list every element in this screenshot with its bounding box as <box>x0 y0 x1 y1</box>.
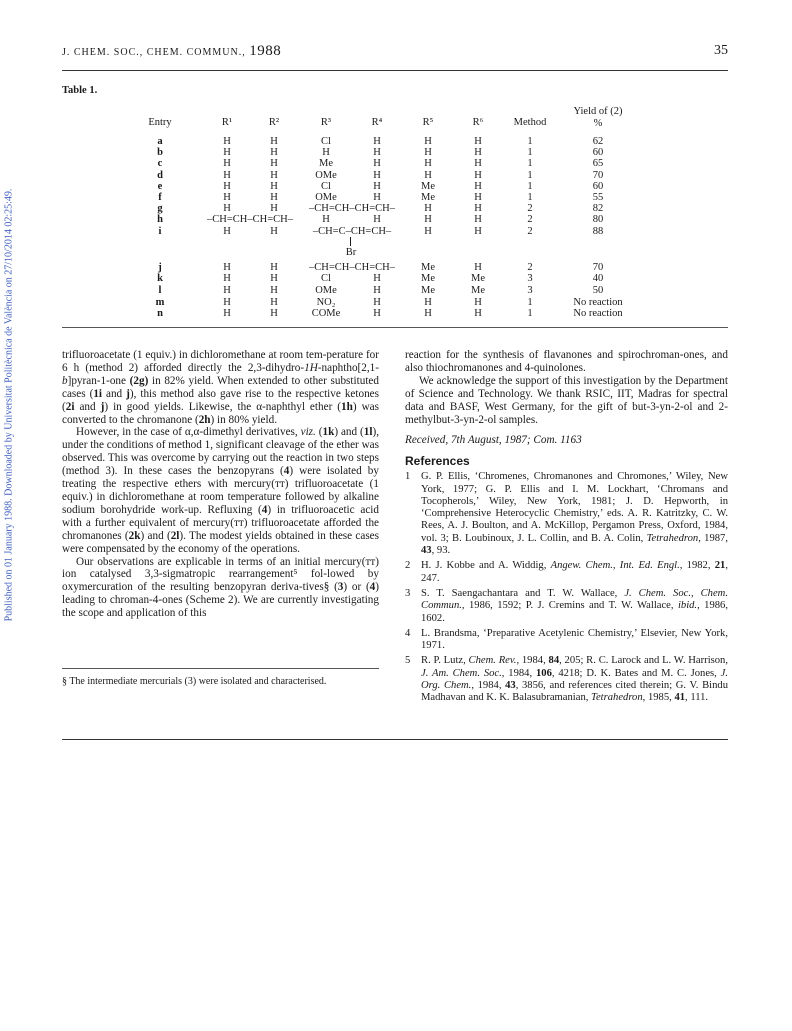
text-run: , 3856, and references cited therein; G. V. Bindu Madhavan and K. K. Balasubramanian, <box>421 680 728 704</box>
text-run: 4 <box>369 581 376 594</box>
footnote: § The intermediate mercurials (3) were isolated and characterised. <box>62 676 327 687</box>
cell-r1: H <box>223 262 231 273</box>
text-run: j <box>100 400 105 413</box>
footnote-rule <box>62 668 379 669</box>
cell-r3: OMe <box>315 170 337 181</box>
cell-r3: OMe <box>315 285 337 296</box>
text-run: Tetrahedron <box>646 532 699 544</box>
page-bottom-rule <box>62 739 728 740</box>
cell-r2: H <box>270 297 278 308</box>
paragraph-1 <box>62 349 379 426</box>
text-run: H. J. Kobbe and A. Widdig, <box>421 560 551 572</box>
cell-r5: H <box>424 170 432 181</box>
cell-entry: f <box>158 192 162 203</box>
cell-r3: H <box>322 214 330 225</box>
cell-r34: –CH=CH–CH=CH– <box>309 203 395 214</box>
cell-r12: –CH=CH–CH=CH– <box>207 214 293 225</box>
cell-r2: H <box>270 203 278 214</box>
cell-method: 3 <box>527 285 533 296</box>
text-run: -naphtho[2,1- <box>317 361 379 374</box>
cell-r1: H <box>223 147 231 158</box>
cell-yield: 70 <box>592 170 604 181</box>
cell-entry: e <box>157 181 163 192</box>
cell-r5: H <box>424 158 432 169</box>
cell-r5: H <box>424 226 432 237</box>
paragraph-3 <box>62 556 379 621</box>
text-run: , 247. <box>421 560 728 584</box>
cell-method: 1 <box>527 147 533 158</box>
text-run: , 1982, <box>679 560 715 572</box>
text-run: ) leading to chroman-4-ones (Scheme 2). We are currently investigating the scope and application of this <box>62 581 379 620</box>
text-run: ) in good yields. Likewise, the α-naphthyl ether ( <box>104 400 342 413</box>
cell-r4: H <box>373 308 381 319</box>
cell-r4: H <box>373 273 381 284</box>
cell-r4: H <box>373 147 381 158</box>
cell-r4: H <box>373 181 381 192</box>
text-run: viz. <box>300 426 316 439</box>
text-run: , 1985, <box>642 692 675 704</box>
cell-r3: NO₂ <box>316 297 336 308</box>
text-run: , 111. <box>685 692 709 704</box>
cell-method: 1 <box>527 192 533 203</box>
cell-r6: H <box>474 136 482 147</box>
cell-r1: H <box>223 308 231 319</box>
cell-r6: H <box>474 158 482 169</box>
reference-number: 3 <box>405 587 411 599</box>
cell-yield: 80 <box>592 214 604 225</box>
reference-item <box>405 655 728 704</box>
cell-method: 3 <box>527 273 533 284</box>
cell-yield: 50 <box>592 285 604 296</box>
substituent-table <box>0 0 792 340</box>
cell-yield: No reaction <box>573 308 623 319</box>
text-run: ). The modest yields obtained in these cases were compensated by the economy of the operations. <box>62 529 379 555</box>
text-run: and <box>102 387 127 400</box>
cell-r6: H <box>474 181 482 192</box>
cell-r5: Me <box>421 262 435 273</box>
cell-r2: H <box>270 136 278 147</box>
text-run: (2g) <box>129 374 149 387</box>
text-run: , 93. <box>431 545 451 557</box>
text-run: Angew. Chem., Int. Ed. Engl. <box>550 560 680 572</box>
cell-r1: H <box>223 285 231 296</box>
text-run: 21 <box>714 560 726 572</box>
cell-entry: g <box>157 203 163 214</box>
cell-r2: H <box>270 170 278 181</box>
cell-r34: –CH=C–CH=CH– <box>312 226 392 237</box>
text-run: ) and ( <box>334 426 364 439</box>
cell-r2: H <box>270 285 278 296</box>
text-run: S. T. Saengachantara and T. W. Wallace, <box>421 587 625 599</box>
text-run: ) in trifluoroacetic acid with a further equivalent of mercury(ᴛᴛ) trifluoroacetate afforded the chromanones ( <box>62 503 379 542</box>
cell-method: 1 <box>527 297 533 308</box>
text-run: , 1986, 1592; P. J. Cremins and T. W. Wallace, <box>461 600 678 612</box>
cell-yield: 82 <box>592 203 604 214</box>
text-run: R. P. Lutz, <box>421 655 469 667</box>
reference-item <box>405 471 728 557</box>
cell-method: 2 <box>527 226 533 237</box>
cell-r5: H <box>424 214 432 225</box>
page-number: 35 <box>714 43 728 58</box>
cell-method: 2 <box>527 262 533 273</box>
cell-yield: 60 <box>592 147 604 158</box>
cell-yield: 60 <box>592 181 604 192</box>
cell-r4: H <box>373 158 381 169</box>
cell-r34: –CH=CH–CH=CH– <box>309 262 395 273</box>
reference-item <box>405 588 728 625</box>
header-r6: R⁶ <box>472 117 484 128</box>
reference-item <box>405 560 728 585</box>
text-run: trifluoroacetate (1 equiv.) in dichloromethane at room tem-perature for 6 h (method 2) afforded directly the 2,3-dihydro- <box>62 349 379 374</box>
cell-r6: H <box>474 214 482 225</box>
text-run: 1h <box>341 400 353 413</box>
cell-r6: H <box>474 308 482 319</box>
cell-r2: H <box>270 273 278 284</box>
cell-r3: H <box>322 147 330 158</box>
text-run: j <box>126 387 130 400</box>
cell-r6: H <box>474 170 482 181</box>
cell-r6: H <box>474 297 482 308</box>
cell-r4: H <box>373 192 381 203</box>
cell-r2: H <box>270 147 278 158</box>
header-r1: R¹ <box>221 117 233 128</box>
cell-r5: Me <box>421 181 435 192</box>
cell-r3: Cl <box>321 136 331 147</box>
text-run: and <box>74 400 101 413</box>
cell-r6: H <box>474 262 482 273</box>
text-run: , 1984, <box>471 680 506 691</box>
text-run: ]pyran-1-one <box>67 374 130 387</box>
cell-r5: Me <box>421 192 435 203</box>
received-line: Received, 7th August, 1987; Com. 1163 <box>405 434 582 447</box>
reference-number: 5 <box>405 655 411 667</box>
text-run: 4 <box>261 503 268 516</box>
cell-r1: H <box>223 297 231 308</box>
cell-method: 1 <box>527 136 533 147</box>
cell-method: 1 <box>527 181 533 192</box>
cell-entry: j <box>158 262 162 273</box>
text-run: 4 <box>283 465 290 478</box>
cell-entry: k <box>157 273 163 284</box>
text-run: b <box>62 374 68 387</box>
text-run: ) or ( <box>343 581 370 594</box>
cell-r3: Cl <box>321 181 331 192</box>
cell-entry: d <box>157 170 163 181</box>
references-heading: References <box>405 454 470 469</box>
cell-r5: Me <box>421 273 435 284</box>
text-run: J. Chem. Soc., Chem. Commun. <box>421 587 728 612</box>
text-run: G. P. Ellis, ‘Chromenes, Chromanones and Chromones,’ Wiley, New York, 1977; G. P. Ellis and I. M. Lockhart, ‘Chromans and Tocopherols,’ Wiley, New York, 1981; J. D. Hepworth, in ‘Comprehensive Heterocyclic Chemistry,’ eds. A. R. Katritzky, C. W. Rees, A. J. Boulton, and A. McKillop, Pergamon Press, Oxford, 1984, vol. 3; B. Loubinoux, J. L. Collin, and B. A. Colin, <box>421 471 728 544</box>
header-yield-unit: % <box>593 118 603 129</box>
text-run: in 82% yield. When extended to other substituted cases ( <box>62 374 379 400</box>
text-run: , 4218; D. K. Bates and M. C. Jones, <box>551 667 721 679</box>
text-run: Tetrahedron <box>591 692 643 704</box>
cell-entry: a <box>157 136 163 147</box>
text-run: 2l <box>170 529 180 542</box>
cell-r2: H <box>270 226 278 237</box>
reference-number: 1 <box>405 471 411 483</box>
cell-r6: H <box>474 147 482 158</box>
text-run: 2i <box>65 400 75 413</box>
bond-line <box>350 237 351 246</box>
cell-r6: H <box>474 192 482 203</box>
cell-method: 1 <box>527 308 533 319</box>
left-column <box>62 349 379 620</box>
cell-r1: H <box>223 273 231 284</box>
text-run: , 1987, <box>698 532 728 544</box>
cell-r5: H <box>424 297 432 308</box>
text-run: , 1984, <box>516 655 549 667</box>
text-run: J. Am. Chem. Soc. <box>421 667 502 679</box>
cell-r2: H <box>270 262 278 273</box>
text-run: ) and ( <box>140 529 171 542</box>
right-column <box>405 349 728 708</box>
cell-yield: 65 <box>592 158 604 169</box>
text-run: 43 <box>421 545 432 557</box>
cell-r2: H <box>270 192 278 203</box>
cell-r34-substituent: Br <box>345 247 357 258</box>
cell-yield: 62 <box>592 136 604 147</box>
text-run: L. Brandsma, ‘Preparative Acetylenic Chemistry,’ Elsevier, New York, 1971. <box>421 627 728 652</box>
reference-item <box>405 628 728 653</box>
cell-r4: H <box>373 170 381 181</box>
cell-r6: Me <box>471 273 485 284</box>
text-run: 1k <box>322 426 335 439</box>
cell-r6: H <box>474 226 482 237</box>
header-method: Method <box>513 117 547 128</box>
cell-yield: 70 <box>592 262 604 273</box>
cell-r1: H <box>223 192 231 203</box>
cell-r1: H <box>223 181 231 192</box>
cell-r5: H <box>424 203 432 214</box>
header-r4: R⁴ <box>371 117 383 128</box>
cell-r2: H <box>270 181 278 192</box>
text-run: 43 <box>505 680 516 691</box>
cell-yield: No reaction <box>573 297 623 308</box>
text-run: ), under the conditions of method 1, significant cleavage of the ether was observed. This was overcome by carrying out the reaction in two steps (method 3). In these cases the benzopyrans ( <box>62 426 379 478</box>
header-r5: R⁵ <box>422 117 434 128</box>
text-run: However, in the case of α,α-dimethyl derivatives, <box>76 426 301 439</box>
reference-number: 4 <box>405 627 411 639</box>
text-run: ) was converted to the chromanone ( <box>62 400 379 426</box>
journal-year: 1988 <box>249 43 282 59</box>
paragraph-acknowledgement: We acknowledge the support of this investigation by the Department of Science and Technology. We thank RSIC, IIT, Madras for spectral data and BASF, West Germany, for the gift of but-3-yn-2-ol and 2-methylbut-3-yn-2-ol samples. <box>405 374 728 426</box>
cell-r3: OMe <box>315 192 337 203</box>
cell-r4: H <box>373 297 381 308</box>
cell-r2: H <box>270 308 278 319</box>
cell-r1: H <box>223 226 231 237</box>
cell-entry: b <box>157 147 163 158</box>
cell-r1: H <box>223 158 231 169</box>
text-run: 1i <box>93 387 103 400</box>
cell-r3: Cl <box>321 273 331 284</box>
text-run: Our observations are explicable in terms of an initial mercury(ᴛᴛ) ion catalysed 3,3-sigmatropic rearrangement⁵ fol-lowed by oxymercuration of the resulting benzopyran deriva-tives§ ( <box>62 555 379 594</box>
cell-r6: H <box>474 203 482 214</box>
cell-r3: COMe <box>311 308 341 319</box>
cell-r1: H <box>223 170 231 181</box>
text-run: ( <box>315 426 323 439</box>
cell-yield: 88 <box>592 226 604 237</box>
cell-yield: 55 <box>592 192 604 203</box>
header-r2: R² <box>268 117 280 128</box>
cell-r5: H <box>424 136 432 147</box>
text-run: J. Org. Chem. <box>421 667 729 691</box>
text-run: , 1984, <box>501 667 536 679</box>
text-run: 2k <box>128 529 141 542</box>
cell-method: 1 <box>527 158 533 169</box>
cell-r5: Me <box>421 285 435 296</box>
text-run: , 1986, 1602. <box>421 600 728 624</box>
cell-entry: n <box>157 308 163 319</box>
cell-r6: Me <box>471 285 485 296</box>
cell-entry: h <box>157 214 163 225</box>
cell-r4: H <box>373 214 381 225</box>
cell-method: 2 <box>527 203 533 214</box>
cell-entry: l <box>158 285 162 296</box>
paragraph-conclusion: reaction for the synthesis of flavanones and spirochroman-ones, and also thiochromanones and 4-quinolones. <box>405 349 728 374</box>
text-run: 41 <box>674 692 686 704</box>
text-run: ibid. <box>677 600 698 612</box>
text-run: 1H <box>304 361 318 374</box>
journal-name: J. CHEM. SOC., CHEM. COMMUN., <box>62 47 250 58</box>
text-run: ) in 80% yield. <box>210 413 278 426</box>
cell-method: 2 <box>527 214 533 225</box>
text-run: ), this method also gave rise to the respective ketones ( <box>62 387 379 413</box>
table-bottom-rule <box>62 327 728 328</box>
watermark-text: Published on 01 January 1988. Downloaded by Universitat Politècnica de València on 27/10/2014 02:25:49. <box>3 188 15 622</box>
cell-r3: Me <box>319 158 333 169</box>
paragraph-2 <box>62 426 379 555</box>
table-label: Table 1. <box>62 85 98 96</box>
text-run: Chem. Rev. <box>468 655 517 667</box>
header-entry: Entry <box>148 117 172 128</box>
cell-entry: m <box>155 297 165 308</box>
cell-r5: H <box>424 147 432 158</box>
cell-r2: H <box>270 158 278 169</box>
cell-r4: H <box>373 285 381 296</box>
text-run: 1l <box>363 426 373 439</box>
text-run: , 205; R. C. Larock and L. W. Harrison, <box>559 655 728 667</box>
text-run: 2h <box>198 413 211 426</box>
cell-r1: H <box>223 203 231 214</box>
reference-number: 2 <box>405 560 411 572</box>
cell-r1: H <box>223 136 231 147</box>
text-run: 3 <box>337 581 344 594</box>
cell-entry: c <box>157 158 163 169</box>
cell-r5: H <box>424 308 432 319</box>
cell-yield: 40 <box>592 273 604 284</box>
text-run: 84 <box>548 655 560 667</box>
text-run: 106 <box>535 667 552 679</box>
header-r3: R³ <box>320 117 332 128</box>
cell-method: 1 <box>527 170 533 181</box>
header-yield: Yield of (2) <box>573 106 623 117</box>
text-run: ) were isolated by treating the respective ethers with mercury(ᴛᴛ) trifluoroacetate (1 equiv.) in dichloromethane at room temperature followed by alkaline sodium borohydride work-up. Refluxing ( <box>62 465 379 516</box>
cell-entry: i <box>158 226 162 237</box>
cell-r4: H <box>373 136 381 147</box>
reference-list <box>405 471 728 704</box>
